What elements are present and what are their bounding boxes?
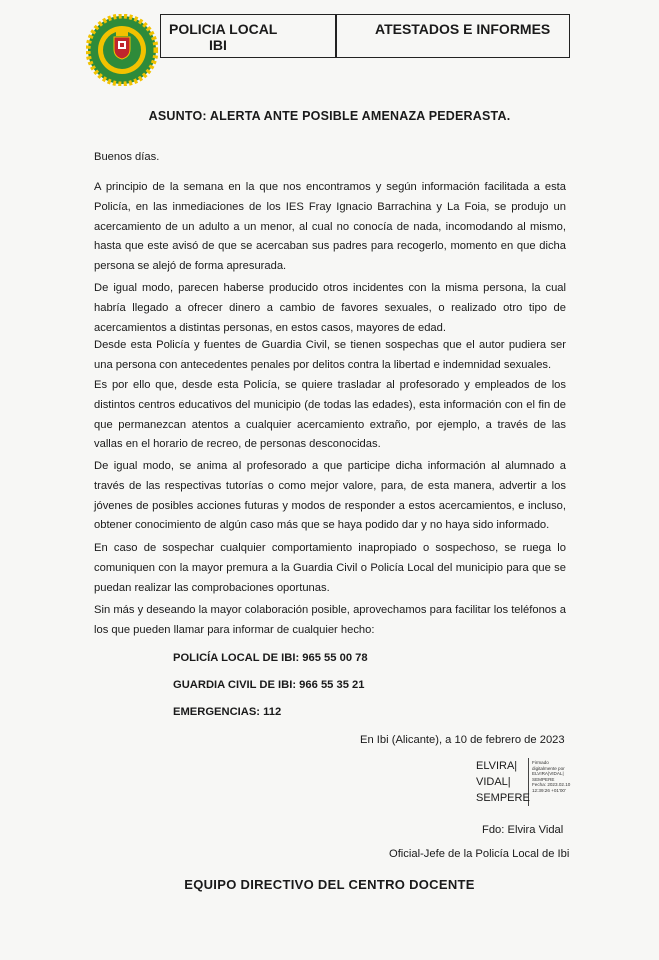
signature-name-line: ELVIRA| — [476, 760, 518, 772]
coat-of-arms-icon — [114, 31, 130, 59]
paragraph-incident: A principio de la semana en la que nos encontramos y según información facilitada a esta Policía, en las inmediaciones de los IES Fray Ignacio Barrachina y La Foia, se produjo un acercamiento de un adulto a un menor, al cual no conocía de nada, incomodando al mismo, hasta que este avisó de que se acercaban sus padres para recogerlo, momento en que dicha persona se alejó de forma apresurada. — [94, 181, 566, 273]
signed-by: Fdo: Elvira Vidal — [482, 824, 564, 836]
contact-emergencias: EMERGENCIAS: 112 — [173, 706, 282, 718]
header-org-line2: IBI — [209, 37, 227, 53]
signature-name-line: VIDAL| — [476, 776, 511, 788]
header-divider — [335, 15, 337, 57]
signature-note-line: Firmado — [532, 760, 549, 765]
signature-note-line: ELVIRA|VIDAL| — [532, 771, 564, 777]
greeting: Buenos días. — [94, 151, 160, 163]
paragraph-other-incidents: De igual modo, parecen haberse producido otros incidentes con la misma persona, la cual habría llegado a ofrecer dinero a cambio de favores sexuales, o realizado otro tipo de acercamientos a distintas personas, en estos casos, mayores de edad. — [94, 282, 566, 334]
document-subject: ASUNTO: ALERTA ANTE POSIBLE AMENAZA PEDERASTA. — [148, 109, 511, 123]
place-date: En Ibi (Alicante), a 10 de febrero de 2023 — [360, 734, 565, 746]
paragraph-closing: Sin más y deseando la mayor colaboración posible, aprovechamos para facilitar los teléfonos a los que pueden llamar para informar de cualquier hecho: — [94, 604, 566, 636]
paragraph-report: En caso de sospechar cualquier comportamiento inapropiado o sospechoso, se ruega lo comuniquen con la mayor premura a la Guardia Civil o Policía Local del municipio para que se puedan realizar las comprobaciones oportunas. — [94, 542, 566, 594]
header-organization — [169, 21, 329, 53]
recipient-title: EQUIPO DIRECTIVO DEL CENTRO DOCENTE — [184, 877, 475, 892]
signer-role: Oficial-Jefe de la Policía Local de Ibi — [389, 848, 570, 860]
header-org-line1: POLICIA LOCAL — [169, 21, 278, 37]
digital-signature — [476, 758, 576, 808]
signature-note-line: Fecha: 2023.02.10 — [532, 782, 571, 788]
signature-name — [476, 758, 529, 806]
signature-digital-note — [532, 760, 582, 794]
paragraph-request-staff: Es por ello que, desde esta Policía, se quiere trasladar al profesorado y empleados de los distintos centros educativos del municipio (de todas las edades), esta información con el fin de que permanezcan atentos a cualquier acercamiento extraño, por ejemplo, a través de las vallas en el horario de recreo, de personas desconocidas. — [94, 379, 566, 451]
police-badge-logo — [86, 14, 158, 86]
contact-guardia-civil: GUARDIA CIVIL DE IBI: 966 55 35 21 — [173, 679, 365, 691]
header-department: ATESTADOS E INFORMES — [375, 21, 551, 37]
signature-note-line: digitalmente por — [532, 765, 565, 771]
signature-name-line: SEMPERE — [476, 792, 530, 804]
paragraph-suspicions: Desde esta Policía y fuentes de Guardia Civil, se tienen sospechas que el autor pudiera ser una persona con antecedentes penales por delitos contra la libertad e indemnidad sexuales. — [94, 339, 566, 371]
header-box — [160, 14, 570, 58]
signature-note-line: 12:39:26 +01'00' — [532, 787, 566, 793]
signature-note-line: SEMPERE — [532, 776, 555, 782]
contact-policia-local: POLICÍA LOCAL DE IBI: 965 55 00 78 — [173, 652, 368, 664]
paragraph-inform-students: De igual modo, se anima al profesorado a que participe dicha información al alumnado a través de las respectivas tutorías o como mejor valore, para, de esta manera, advertir a los jóvenes de posibles acciones futuras y modos de responder a estos acercamientos, e incluso, obtener conocimiento de algún caso más que se haya podido dar y no haya sido informado. — [94, 460, 566, 532]
